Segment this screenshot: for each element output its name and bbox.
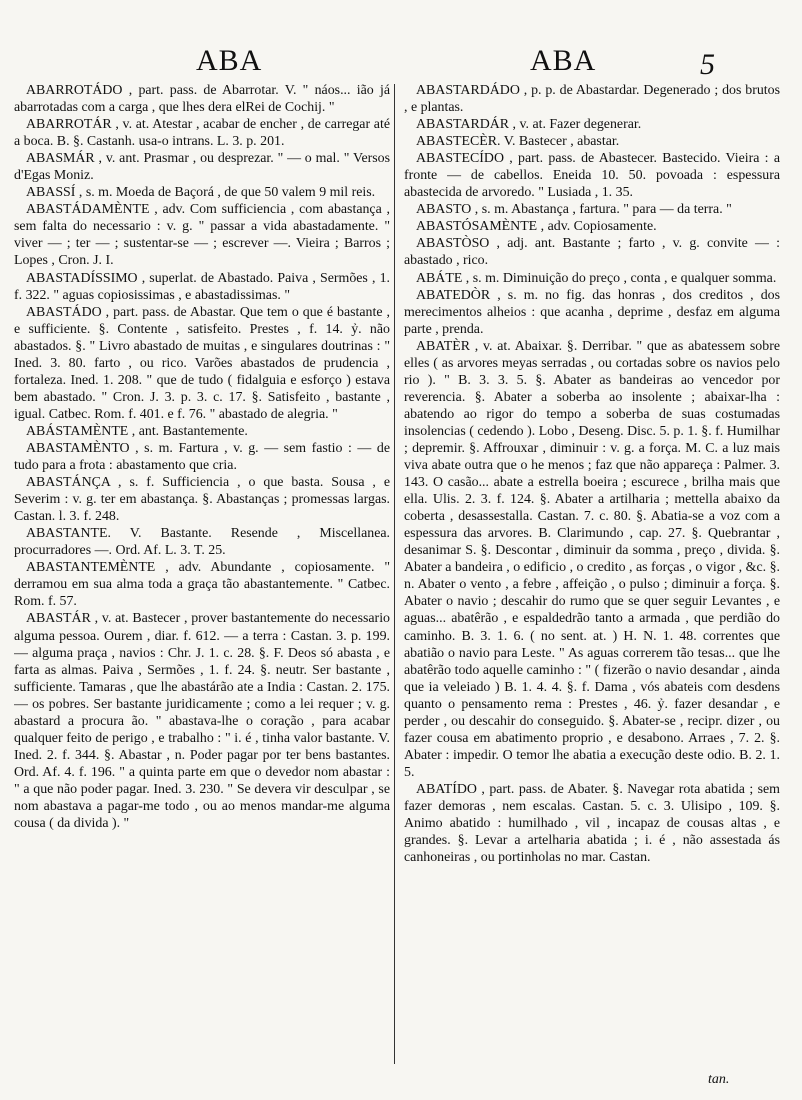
entry-abatedor: ABATEDÒR , s. m. no fig. das honras , dos creditos , dos merecimentos alheios : que acanha , deprime , desfaz em alguma parte , prenda. <box>404 287 780 337</box>
entry-abarrotar: ABARROTÁR , v. at. Atestar , acabar de encher , de carregar até a boca. B. §. Castanh. usa-o intrans. L. 3. p. 201. <box>14 117 390 150</box>
entry-abasmar: ABASMÁR , v. ant. Prasmar , ou desprezar. " — o mal. " Versos d'Egas Moniz. <box>14 151 390 184</box>
entry-abastosamente: ABASTÓSAMÈNTE , adv. Copiosamente. <box>416 219 657 235</box>
catchword: tan. <box>708 1072 730 1087</box>
running-head-right: ABA <box>530 44 597 77</box>
entry-abastecer: ABASTECÈR. V. Bastecer , abastar. <box>416 134 620 150</box>
entry-abastantemente: ABASTANTEMÈNTE , adv. Abundante , copiosamente. " derramou em sua alma toda a graça tão abastantemente. " Catbec. Rom. f. 57. <box>14 560 390 610</box>
entry-abastadissimo: ABASTADÍSSIMO , superlat. de Abastado. Paiva , Sermões , 1. f. 322. " aguas copiosissimas , e abastadissimas. " <box>14 270 390 303</box>
entry-abassi: ABASSÍ , s. m. Moeda de Baçorá , de que 50 valem 9 mil reis. <box>26 185 376 201</box>
left-column <box>14 82 390 1082</box>
entry-abastamento: ABASTAMÈNTO , s. m. Fartura , v. g. — sem fastio : — de tudo para a frota : abastamento que cria. <box>14 440 390 474</box>
entry-abastante: ABASTANTE. V. Bastante. Resende , Miscellanea. procurradores —. Ord. Af. L. 3. T. 25. <box>14 526 390 559</box>
entry-abate: ABÁTE , s. m. Diminuição do preço , conta , e qualquer somma. <box>416 270 777 286</box>
entry-abastamente: ABÁSTAMÈNTE , ant. Bastantemente. <box>26 423 248 439</box>
page-number: 5 <box>700 48 715 81</box>
entry-abastar: ABASTÁR , v. at. Bastecer , prover bastantemente do necessario alguma pessoa. Ourem , diar. f. 612. — a terra : Castan. 3. p. 199. — alguma praça , navios : Chr. J. 1. c. 28. §. F. Deos só abasta , e farta as almas. Paiva , Sermões , 1. f. 24. §. neutr. Ser bastante , sufficiente. Tamaras , que lhe abastárão ate a India : Castan. 2. 175. — os pobres. Ser bastante juridicamente ; como a lei requer ; v. g. abastard a procura ão. " abastava-lhe o coração , para acabar qualquer feito de perigo , e trabalho : " i. é , tinha valor bastante. V. Ined. 2. f. 344. §. Abastar , n. Poder pagar por ter bens bastantes. Ord. Af. 4. f. 196. " a quinta parte em que o devedor nom abastar : " a que não poder pagar. Ined. 3. 230. " Se devera vir desculpar , se nom abastava a pagar-me todo , ou ao menos mandar-me alguma cousa ( da divida ). " <box>14 611 390 832</box>
entry-abasto: ABASTO , s. m. Abastança , fartura. " para — da terra. " <box>416 202 732 218</box>
entry-abatido: ABATÍDO , part. pass. de Abater. §. Navegar rota abatida ; sem fazer demoras , nem escalas. Castan. 5. c. 3. Ulisipo , 109. §. Animo abatido : humilhado , vil , incapaz de cousas altas , e grandes. §. Levar a artelharia abatida ; i. é , não assestada ás canhoneiras , ou portinholas no mar. Castan. <box>404 781 780 866</box>
column-divider <box>394 84 395 1064</box>
running-head-left: ABA <box>196 44 263 77</box>
entry-abastado: ABASTÁDO , part. pass. de Abastar. Que tem o que é bastante , e sufficiente. §. Contente , satisfeito. Prestes , f. 14. ỷ. não abastados. §. " Livro abastado de muitas , e singulares doutrinas : " Ined. 3. 80. farto , ou rico. Varões abastados de prudencia , fortaleza. Ined. 1. 208. " que de tudo ( fidalguia e esforço ) estava bem abastado. " Cron. J. 3. p. 3. c. 17. §. Satisfeito , bastante , igual. Catbec. Rom. f. 401. e f. 76. " abastado de alegria. " <box>14 304 390 422</box>
page-header <box>0 44 802 84</box>
entry-abastanca: ABASTÁNÇA , s. f. Sufficiencia , o que basta. Sousa , e Severim : v. g. ter em abastança. §. Abastanças ; promessas largas. Castan. l. 3. f. 248. <box>14 475 390 525</box>
right-column <box>404 82 780 1082</box>
entry-abastoso: ABASTÒSO , adj. ant. Bastante ; farto , v. g. convite — : abastado , rico. <box>404 236 780 269</box>
entry-abastadamente: ABASTÁDAMÈNTE , adv. Com sufficiencia , com abastança , sem falta do necessario : v. g. " passar a vida abastadamente. " viver — ; ter — ; sustentar-se — ; escrever —. Vieira ; Barros ; Lopes , Cron. J. I. <box>14 202 390 269</box>
entry-abastecido: ABASTECÍDO , part. pass. de Abastecer. Bastecido. Vieira : a fronte — de cabellos. Eneida 10. 50. povoada : espessura abastecida de arvoredo. " Lusiada , 1. 35. <box>404 151 780 201</box>
entry-abarrotado: ABARROTÁDO , part. pass. de Abarrotar. V. " náos... ião já abarrotadas com a carga , que lhes dera elRei de Cochij. " <box>14 83 390 116</box>
entry-abastardado: ABASTARDÁDO , p. p. de Abastardar. Degenerado ; dos brutos , e plantas. <box>404 83 780 116</box>
entry-abastardar: ABASTARDÁR , v. at. Fazer degenerar. <box>416 117 642 133</box>
entry-abater: ABATÈR , v. at. Abaixar. §. Derribar. " que as abatessem sobre elles ( as arvores meyas serradas , ou cortadas sobre os navios pelo rio ). " B. 3. 3. 5. §. Abater as bandeiras ao vencedor por reverencia. §. Abater a soberba ao insolente ; abaixar-lha : abatendo ao rigor do tempo a soberba de suas costumadas insolencias ( cedendo ). Lobo , Deseng. Disc. 5. p. 1. §. f. Humilhar ; depremir. §. Affrouxar , diminuir : v. g. a força. M. C. a luz mais viva abate outra que o he menos ; faz que não appareça : Palmer. 3. 143. O casão... abate a estrella boeira ; escurece , brilha mais que ella. Ulis. 2. 3. f. 124. §. Abater a artilharia ; mettella abaixo da coberta , desassestalla. Castan. 7. c. 80. §. Abatia-se a voz com a espessura das arvores. B. Clarimundo , cap. 27. §. Quebrantar , desanimar S. §. Descontar , diminuir da somma , preço , divida. §. Abater a bandeira , o edificio , o credito , as forças , o vigor , &c. §. n. Abater o vento , a febre , affeição , o pulso ; diminuir a força. §. Abater o navio ; descahir do rumo que se quer seguir Levantes , e aguas... abatêrão , e espaldedrão tanto a armada , que perdião do caminho. B. 3. 1. 6. ( no sent. at. ) H. N. 1. 48. correntes que abatião o navio para Leste. " As aguas correrem tão tesas... que lhe abatêrão todo aquelle caminho : " ( fizerão o navio desandar , ainda que ia veleiado ) B. 1. 4. 4. §. f. Dama , vós abateis com desdens quanto o pensamento rema : Prestes , 46. ỷ. fazer desandar , e perder , ou descahir do conseguido. §. Abater-se , recipr. dizer , ou fazer cousa em abatimento proprio , e desabono. Arraes , 7. 2. §. Abater : impedir. O temor lhe abatia a execução deste odio. B. 2. 1. 5. <box>404 338 780 780</box>
